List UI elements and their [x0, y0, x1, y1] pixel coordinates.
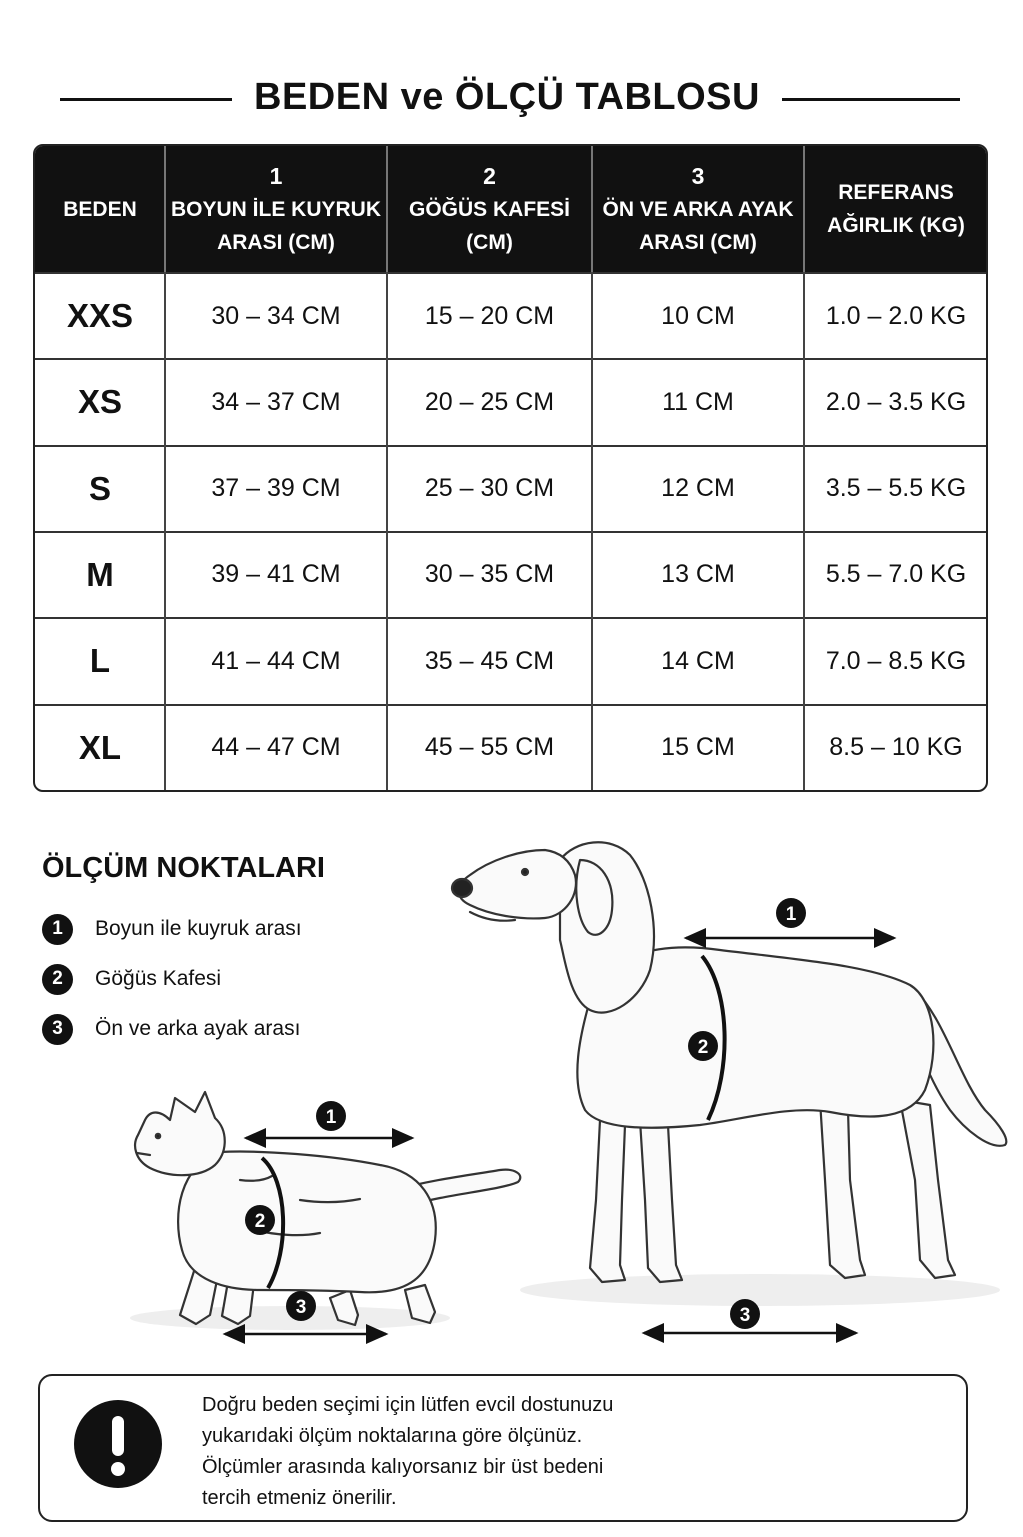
header-line: AĞIRLIK (KG): [827, 214, 965, 237]
marker-label: 2: [697, 1037, 709, 1058]
marker-label: 3: [739, 1305, 751, 1326]
measure-point-label: Göğüs Kafesi: [95, 967, 222, 990]
legs-cell: 12 CM: [661, 474, 735, 503]
legs-cell: 11 CM: [662, 387, 734, 416]
number-badge: 3: [42, 1014, 73, 1045]
neck-tail-cell: 37 – 39 CM: [211, 474, 341, 503]
column-divider: [164, 146, 166, 272]
chest-cell: 20 – 25 CM: [424, 387, 555, 416]
legs-cell: 10 CM: [661, 301, 735, 330]
weight-cell: 8.5 – 10 KG: [829, 733, 963, 761]
header-line: BOYUN İLE KUYRUK: [170, 197, 381, 221]
chest-cell: 15 – 20 CM: [424, 301, 555, 330]
notice-line: Doğru beden seçimi için lütfen evcil dostunuzu: [202, 1394, 614, 1416]
header-chest: [387, 146, 592, 272]
size-table: [33, 144, 988, 792]
table-row: [35, 617, 986, 703]
title-rule-left: [60, 98, 232, 101]
notice-text: [202, 1390, 922, 1514]
table-row: [35, 358, 986, 444]
column-divider: [591, 272, 593, 792]
neck-tail-cell: 30 – 34 CM: [211, 301, 341, 330]
marker-label: 1: [325, 1107, 337, 1128]
header-line: GÖĞÜS KAFESİ: [408, 197, 571, 221]
header-legs: [592, 146, 804, 272]
marker-label: 3: [295, 1297, 307, 1318]
chest-cell: 45 – 55 CM: [424, 733, 555, 761]
notice-line: tercih etmeniz önerilir.: [202, 1487, 397, 1509]
weight-cell: 5.5 – 7.0 KG: [825, 560, 967, 589]
title-rule-right: [782, 98, 960, 101]
header-line: ARASI (CM): [639, 230, 757, 254]
dog-drawing: [452, 842, 1006, 1306]
notice-line: Ölçümler arasında kalıyorsanız bir üst bedeni: [202, 1456, 604, 1478]
header-line: ÖN VE ARKA AYAK: [602, 197, 794, 221]
size-cell: XS: [77, 383, 123, 421]
legs-cell: 13 CM: [661, 560, 735, 589]
column-divider: [164, 272, 166, 792]
table-row: [35, 272, 986, 358]
weight-cell: 1.0 – 2.0 KG: [825, 301, 967, 330]
measure-point-label: Boyun ile kuyruk arası: [95, 917, 302, 940]
chest-cell: 35 – 45 CM: [424, 646, 555, 675]
header-number: 1: [269, 162, 283, 189]
header-line: REFERANS: [838, 181, 954, 204]
header-line: ARASI (CM): [217, 230, 335, 254]
weight-cell: 3.5 – 5.5 KG: [825, 474, 967, 503]
header-number: 3: [691, 162, 705, 189]
title-section: [0, 72, 1023, 128]
table-row: [35, 531, 986, 617]
header-number: 2: [483, 162, 496, 189]
column-divider: [803, 272, 805, 792]
header-line: (CM): [466, 230, 513, 254]
legs-cell: 14 CM: [661, 646, 735, 675]
column-divider: [386, 272, 388, 792]
pet-measurement-illustration: [0, 820, 1023, 1360]
table-row: [35, 704, 986, 790]
measure-point-label: Ön ve arka ayak arası: [95, 1017, 301, 1040]
neck-tail-cell: 34 – 37 CM: [211, 387, 341, 416]
page-title: BEDEN ve ÖLÇÜ TABLOSU: [254, 76, 760, 118]
notice-line: yukarıdaki ölçüm noktalarına göre ölçünüz.: [202, 1425, 583, 1447]
legs-cell: 15 CM: [661, 733, 735, 761]
column-divider: [803, 146, 805, 272]
chest-cell: 30 – 35 CM: [424, 560, 555, 589]
number-badge: 2: [42, 964, 73, 995]
notice-box: [38, 1374, 968, 1522]
neck-tail-cell: 44 – 47 CM: [211, 733, 341, 761]
table-row: [35, 445, 986, 531]
marker-label: 2: [254, 1211, 266, 1232]
header-size-label: BEDEN: [63, 197, 137, 221]
number-badge: 1: [42, 914, 73, 945]
exclamation-icon: [74, 1400, 162, 1488]
size-cell: M: [86, 555, 114, 593]
neck-tail-cell: 39 – 41 CM: [211, 560, 341, 589]
neck-tail-cell: 41 – 44 CM: [211, 646, 341, 675]
table-header: [35, 146, 986, 272]
size-cell: L: [89, 642, 111, 680]
header-size: [35, 146, 165, 272]
weight-cell: 7.0 – 8.5 KG: [825, 646, 967, 675]
size-cell: XXS: [66, 297, 134, 334]
column-divider: [386, 146, 388, 272]
column-divider: [591, 146, 593, 272]
chest-cell: 25 – 30 CM: [424, 474, 555, 503]
header-neck-tail: [165, 146, 387, 272]
measure-points-title: ÖLÇÜM NOKTALARI: [42, 852, 325, 884]
weight-cell: 2.0 – 3.5 KG: [825, 387, 967, 416]
marker-label: 1: [785, 904, 797, 925]
size-cell: XL: [78, 728, 122, 766]
header-weight: [804, 146, 988, 272]
size-cell: S: [88, 469, 111, 507]
